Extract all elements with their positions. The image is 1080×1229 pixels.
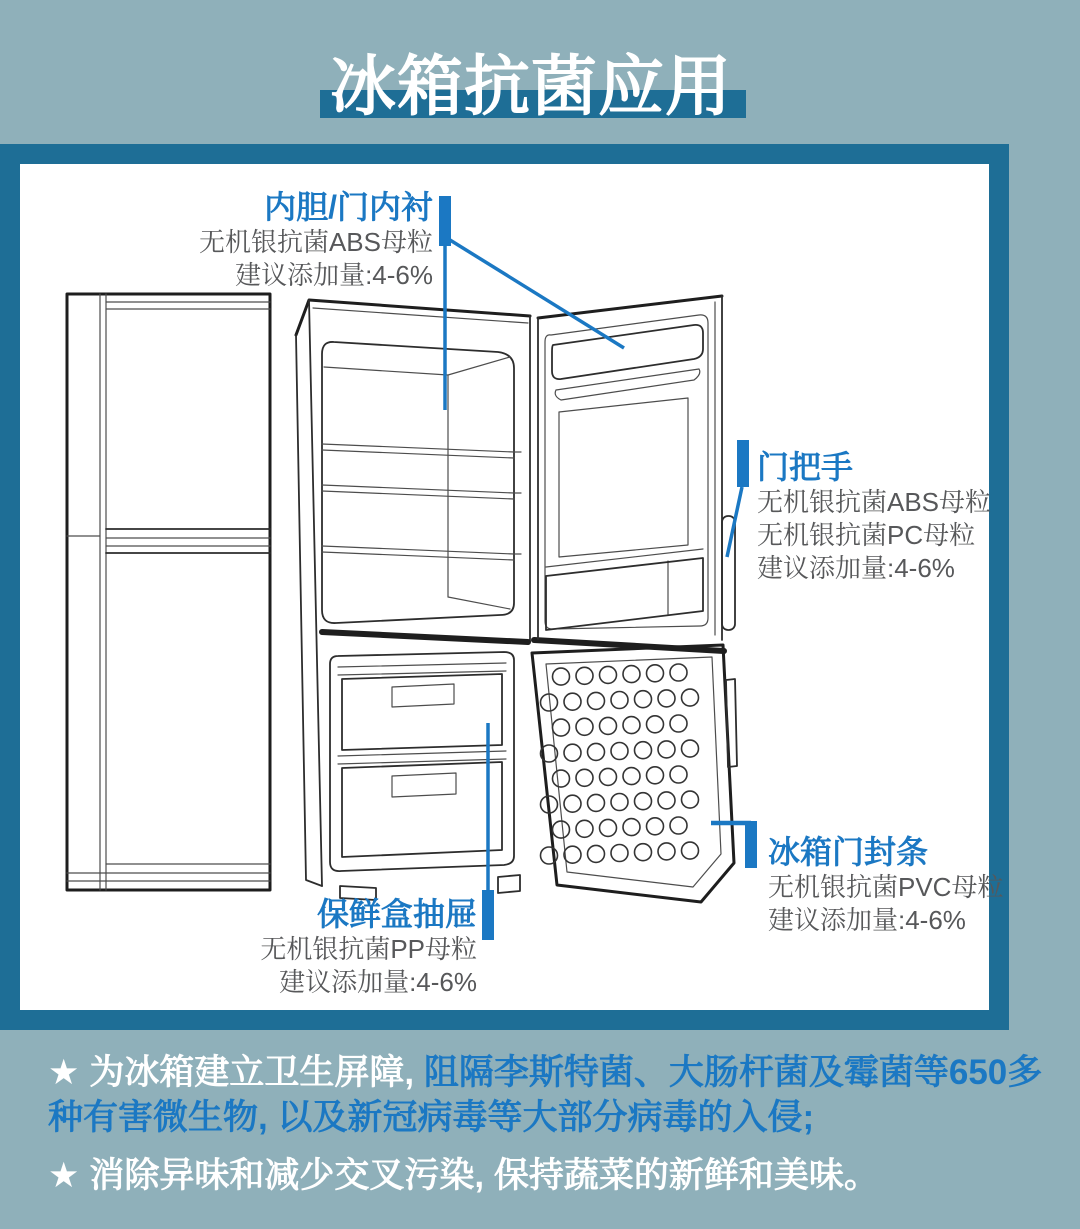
callout-door-seal-line: 建议添加量:4-6% xyxy=(768,905,966,935)
footer-point-2-text: 消除异味和减少交叉污染, 保持蔬菜的新鲜和美味。 xyxy=(89,1156,879,1195)
door-handle-pointer xyxy=(727,440,749,557)
footer-points xyxy=(48,1050,1043,1198)
footer-point-1 xyxy=(48,1050,1043,1140)
footer-point-1-blue: 阻隔李斯特菌、大肠杆菌及霉菌等650多 xyxy=(423,1053,1043,1092)
callout-door-seal-title: 冰箱门封条 xyxy=(768,834,929,870)
open-fridge-cabinet xyxy=(296,300,724,900)
star-icon: ★ xyxy=(48,1156,80,1195)
callout-inner-liner-title: 内胆/门内衬 xyxy=(264,189,433,225)
callout-inner-liner-line: 建议添加量:4-6% xyxy=(235,260,433,290)
callout-door-handle xyxy=(757,448,991,585)
callout-inner-liner xyxy=(199,188,433,292)
page-title: 冰箱抗菌应用 xyxy=(330,49,732,123)
crisper-drawer-pointer xyxy=(482,723,494,940)
freezer-door-drawing xyxy=(532,645,737,902)
closed-fridge-drawing xyxy=(67,294,270,890)
callout-door-seal xyxy=(768,833,1003,937)
open-fridge-door xyxy=(538,296,735,640)
callout-crisper-drawer xyxy=(260,895,477,999)
freezer-drawers xyxy=(338,663,506,857)
footer-point-1-blue: 种有害微生物, 以及新冠病毒等大部分病毒的入侵; xyxy=(48,1098,815,1137)
callout-door-handle-title: 门把手 xyxy=(757,449,854,485)
freezer-door-holes xyxy=(541,664,699,864)
star-icon: ★ xyxy=(48,1053,80,1092)
callout-door-handle-line: 无机银抗菌ABS母粒 xyxy=(757,487,992,517)
fridge-shelves xyxy=(322,444,521,560)
callout-inner-liner-line: 无机银抗菌ABS母粒 xyxy=(198,227,433,257)
callout-door-seal-line: 无机银抗菌PVC母粒 xyxy=(768,872,1004,902)
footer-point-1-white: 为冰箱建立卫生屏障, xyxy=(89,1053,415,1092)
callout-door-handle-line: 无机银抗菌PC母粒 xyxy=(757,520,976,550)
footer-point-2 xyxy=(48,1153,1043,1198)
callout-door-handle-line: 建议添加量:4-6% xyxy=(757,553,955,583)
callout-crisper-drawer-line: 建议添加量:4-6% xyxy=(279,967,477,997)
callout-pointers xyxy=(439,196,757,940)
callout-crisper-drawer-line: 无机银抗菌PP母粒 xyxy=(260,934,477,964)
inner-liner-pointer xyxy=(439,196,624,410)
callout-crisper-drawer-title: 保鲜盒抽屉 xyxy=(316,896,477,932)
